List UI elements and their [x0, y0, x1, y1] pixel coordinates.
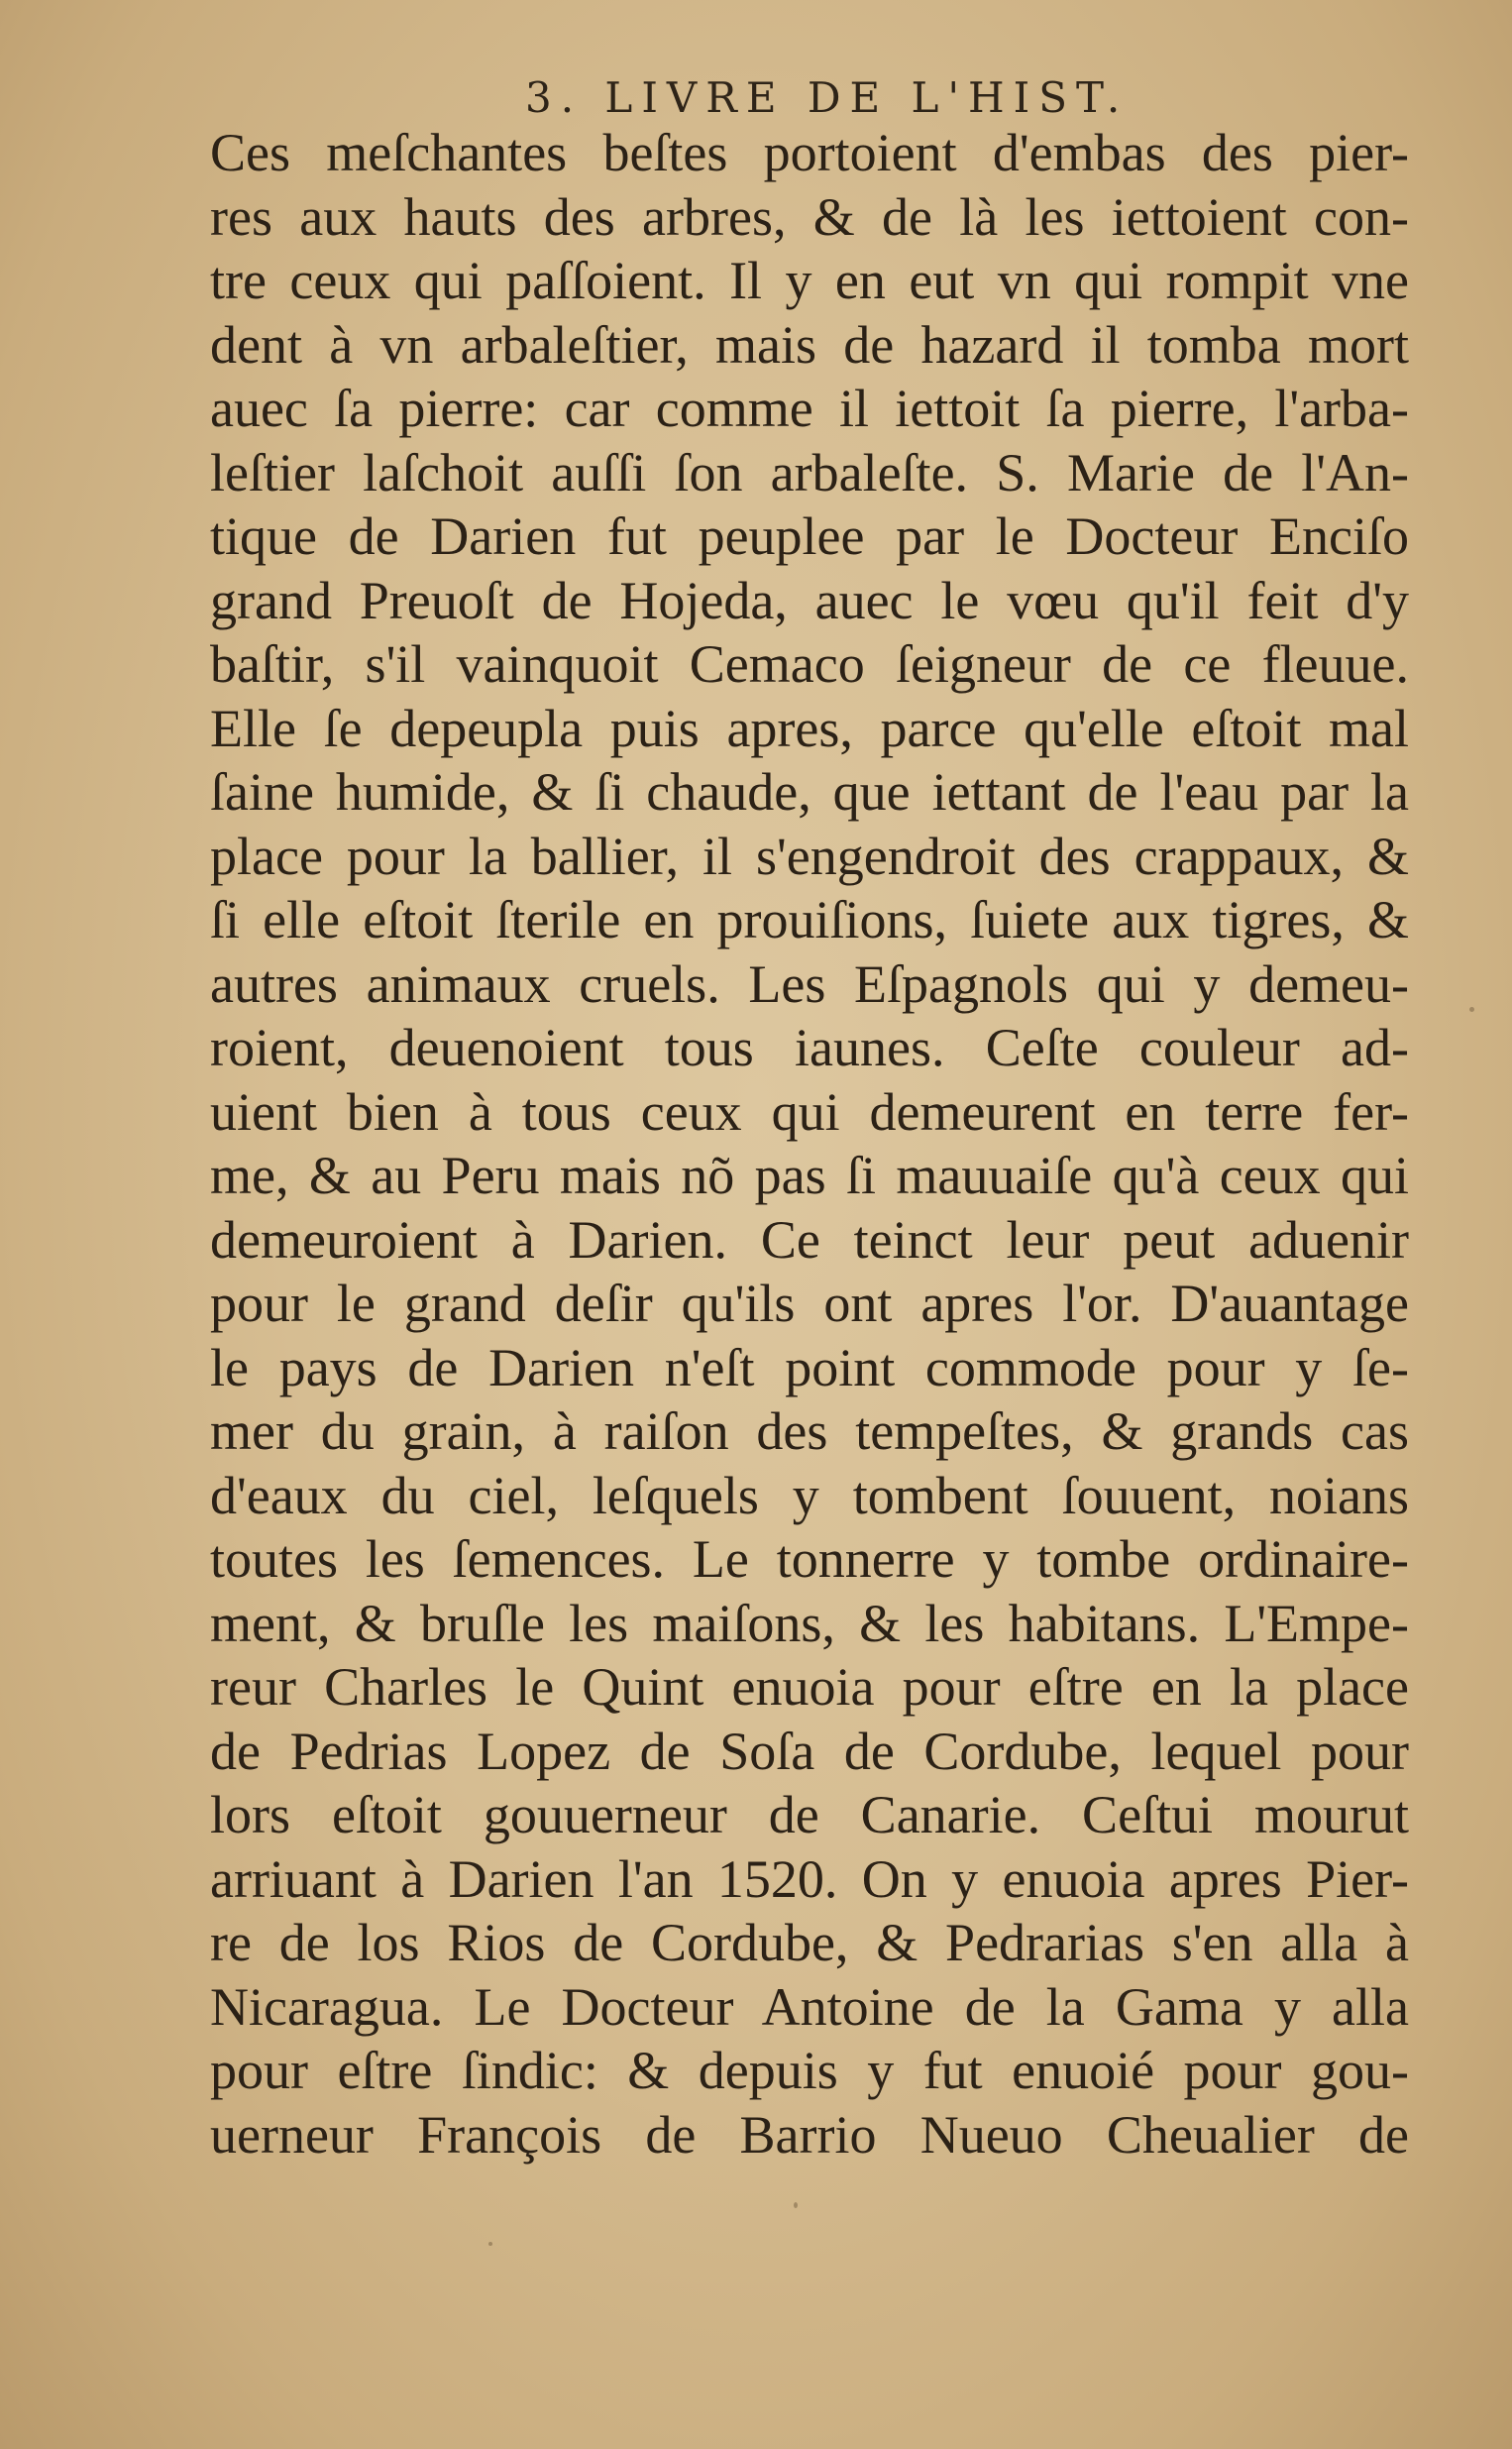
text-line: mer du grain, à raiſon des tempeſtes, & grands cas: [210, 1401, 1409, 1461]
text-line: ſaine humide, & ſi chaude, que iettant de l'eau par la: [210, 762, 1409, 822]
text-line: de Pedrias Lopez de Soſa de Cordube, lequel pour: [210, 1721, 1409, 1781]
text-line: tre ceux qui paſſoient. Il y en eut vn qui rompit vne: [210, 251, 1409, 310]
text-line: tique de Darien fut peuplee par le Docteur Enciſo: [210, 506, 1409, 566]
text-line: uerneur François de Barrio Nueuo Cheualier de: [210, 2104, 1409, 2165]
text-line: d'eaux du ciel, leſquels y tombent ſouuent, noians: [210, 1465, 1409, 1525]
text-line: roient, deuenoient tous iaunes. Ceſte couleur ad-: [210, 1018, 1409, 1077]
text-line: baſtir, s'il vainquoit Cemaco ſeigneur de ce fleuue.: [210, 634, 1409, 694]
text-line: Ces meſchantes beſtes portoient d'embas des pier-: [210, 123, 1409, 182]
text-line: pour eſtre ſindic: & depuis y fut enuoié pour gou-: [210, 2041, 1409, 2100]
text-line: leſtier laſchoit auſſi ſon arbaleſte. S. Marie de l'An-: [210, 442, 1409, 502]
text-line: dent à vn arbaleſtier, mais de hazard il tomba mort: [210, 314, 1409, 375]
text-line: re de los Rios de Cordube, & Pedrarias s'en alla à: [210, 1913, 1409, 1972]
text-line: reur Charles le Quint enuoia pour eſtre en la place: [210, 1657, 1409, 1717]
text-line: place pour la ballier, il s'engendroit des crappaux, &: [210, 826, 1409, 886]
paper-speck: [794, 2202, 798, 2208]
paper-speck: [1469, 1007, 1474, 1012]
text-line: grand Preuoſt de Hojeda, auec le vœu qu'il feit d'y: [210, 570, 1409, 630]
text-line: ſi elle eſtoit ſterile en prouiſions, ſuiete aux tigres, &: [210, 890, 1409, 949]
text-line: autres animaux cruels. Les Eſpagnols qui y demeu-: [210, 953, 1409, 1014]
running-header: 3. LIVRE DE L'HIST.: [525, 73, 1130, 122]
text-line: toutes les ſemences. Le tonnerre y tombe ordinaire-: [210, 1529, 1409, 1589]
paper-speck: [488, 2242, 492, 2246]
text-line: pour le grand deſir qu'ils ont apres l'or. D'auantage: [210, 1274, 1409, 1333]
text-line: me, & au Peru mais nõ pas ſi mauuaiſe qu'à ceux qui: [210, 1146, 1409, 1205]
text-line: uient bien à tous ceux qui demeurent en terre fer-: [210, 1081, 1409, 1142]
text-line: Nicaragua. Le Docteur Antoine de la Gama y alla: [210, 1976, 1409, 2037]
text-line: auec ſa pierre: car comme il iettoit ſa pierre, l'arba-: [210, 379, 1409, 438]
text-line: le pays de Darien n'eſt point commode pour y ſe-: [210, 1337, 1409, 1397]
text-line: ment, & bruſle les maiſons, & les habitans. L'Empe-: [210, 1593, 1409, 1653]
text-line: res aux hauts des arbres, & de là les iettoient con-: [210, 186, 1409, 247]
text-line: arriuant à Darien l'an 1520. On y enuoia apres Pier-: [210, 1848, 1409, 1909]
text-line: demeuroient à Darien. Ce teinct leur peut aduenir: [210, 1209, 1409, 1270]
body-text: [210, 121, 1409, 2167]
text-line: Elle ſe depeupla puis apres, parce qu'elle eſtoit mal: [210, 698, 1409, 758]
text-line: lors eſtoit gouuerneur de Canarie. Ceſtui mourut: [210, 1785, 1409, 1844]
